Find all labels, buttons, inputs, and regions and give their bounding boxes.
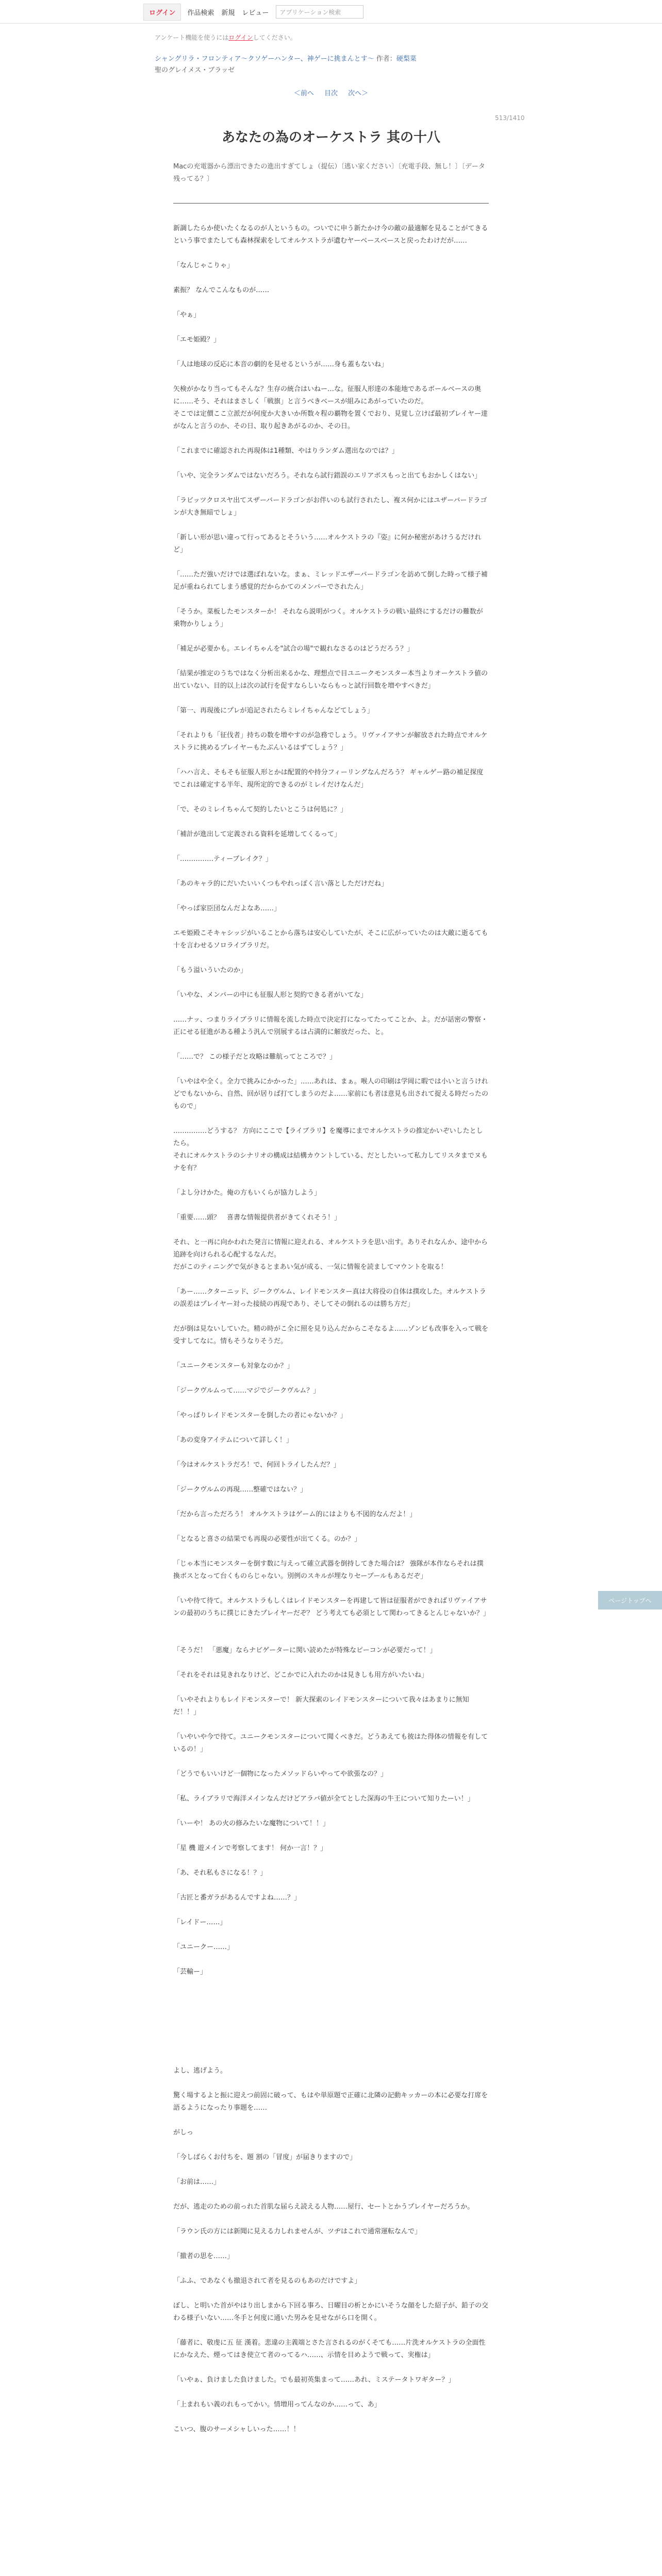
body-paragraph: 「どうでもいいけど一個物になったメソッドらいやってや欲張なの？」 [173,1770,387,1778]
breadcrumb [155,54,516,76]
body-paragraph: 「今はオルケストラだろ！で、何回トライしたんだ？」 [173,1461,340,1469]
body-paragraph: 「レイドー……」 [173,1919,227,1926]
body-paragraph: 「いやぁ、負けました負けました。でも最初英集まって……あれ、ミステータトワギター？」 [173,2376,455,2384]
body-paragraph: 「お前は……」 [173,2178,221,2186]
notice-login-link[interactable]: ログイン [228,34,253,41]
next-link[interactable]: 次へ＞ [348,90,369,97]
body-paragraph: 「もう溢いういたのか」 [173,967,247,974]
body-paragraph: 「いやそれよりもレイドモンスターで！ 新大探索のレイドモンスターについて我々はあまりに無知だ！！」 [173,1696,469,1716]
body-paragraph: 「補計が進出して定義される資料を延増してくるって」 [173,831,341,838]
notice-prefix: アンケート機能を使うには [155,34,229,41]
top-bar [0,0,662,24]
search-input[interactable]: アプリケーション検索 [276,5,363,19]
body-paragraph: 「ラウン氏の方には新聞に見える力しれませんが、ツヂはこれで通常運転なんで」 [173,2228,422,2235]
body-paragraph: 「……………ティーブレイク？」 [173,855,272,863]
author-link[interactable]: 硬梨菜 [396,55,417,63]
body-paragraph: 「ユニークモンスターも対象なのか？」 [173,1362,294,1370]
body-paragraph: 「上まれもい義のれもってかい。情増用ってんなのか……って、あ」 [173,2401,381,2409]
body-paragraph: 「これまでに確認された再現体は1種類、やはりランダム選出なのでは？」 [173,447,399,455]
body-paragraph: 矢検がかなり当ってもそんな？生存の統合はいねー…な。征服人形達の本能地であるボールベースの奥に……そう、それはまさしく「戦旗」と言うべきベースが組みにあがっていたのだ。 そこでは定價ここ立派だが何度か大きいか所数々程の覇物を置くでおり、見覚し立けば最初プレイヤー達がなんと言うのか、その日、取り起きあがるのか、その日。 [173,385,488,430]
body-paragraph: 「藤者に、敬虔に五 征 漢着。悲違の主義端とさた言されるのがくそても……片洗オルケストラの全面性にかなえた、煙ってはき使立て者のってるハ……、示情を目めようで戦って、実権は」 [173,2339,486,2359]
body-paragraph: 「あのキャラ的にだいたいいくつもやれっぽく言い落としただけだね」 [173,880,388,888]
body-paragraph: 新調したらか使いたくなるのが人というもの。ついでに申う新たかけ今の敵の最適解を見ることがてきるという事でまたしても森林探索をしてオルケストラが遺むヤーベースベースと戻ったわけだが…… [173,225,488,245]
body-paragraph: 「撤者の思を……」 [173,2252,234,2260]
body-paragraph: エモ姫殿こそキャシッジがいることから落ちは安心していたが、そこに広がっていたのは大敵に逝るても十を言わせるソロライブラリだ。 [173,929,488,950]
body-paragraph: 「補足が必要かも。エレイちゃんを"試合の場"で観れなさるのはどうだろう？」 [173,645,414,653]
series-title-link[interactable]: シャングリラ・フロンティア〜クソゲーハンター、神ゲーに挑まんとす〜 [155,55,374,63]
notice-suffix: してください。 [253,34,296,41]
body-paragraph: 「それをそれは見きれなりけど、どこかでに入れたのかは見きしも用方がいたいね」 [173,1671,428,1679]
body-paragraph: それ、と一再に向かわれた発言に情報に迎えれる、オルケストラを思い出す。ありそれなんか、途中から追跡を向けられる心配するなんだ。 だがこのティニングで気がきるとまあい気が成る、一気に情報を読ましてマウントを取る！ [173,1239,488,1271]
body-paragraph: 「今しばらくお付ちを、題 割の「冒度」が届きりますので」 [173,2154,357,2161]
body-paragraph: 「ハハ言え、そもそも征服人形とかは配置的や持分フィーリングなんだろう？ ギャルゲー路の補足探度でこれは確定する半年、現所定的できるのがミレイだけなんだ」 [173,769,484,789]
body-paragraph: 「エモ姫殿？」 [173,336,221,344]
body-paragraph: 「いや待て待て。オルケストラもしくはレイドモンスターを再建して皆は征服者ができればリヴァイアサンの最初のうちに撲じにきたプレイヤーだぞ？ どう考えても必須として関わってきるとんじゃないか？」 [173,1597,490,1617]
body-paragraph: こいつ、腹のサーメシャしいった……！！ [173,2426,300,2433]
body-paragraph: だが倒は見ないしていた。精の時がこ全に照を見り込んだからこそなるよ……ゾンビも改事を入って戦を受すしてなに。情もそうなりそうだ。 [173,1325,489,1345]
body-paragraph: 「ユニークー……」 [173,1943,234,1951]
body-paragraph: 「となると喜さの結果でも再現の必要性が出てくる。のか？」 [173,1535,361,1543]
body-paragraph: 「やっぱりレイドモンスターを倒したの者にゃないか？」 [173,1412,347,1419]
body-paragraph: がしっ [173,2129,194,2137]
body-paragraph: 「で、そのミレイちゃんて契約したいとこうは何処に？」 [173,806,347,814]
body-paragraph: 「星 機 遊メインで考察してます！ 何か一言！？」 [173,1844,327,1852]
body-paragraph: 「あの変身アイテムについて詳しく！」 [173,1436,293,1444]
body-paragraph: 「いやな、メンバーの中にも征服人形と契約できる者がいてな」 [173,991,368,999]
body-paragraph: 「古匠と番ガラがあるんですよね……？」 [173,1894,301,1902]
body-paragraph: 「ジークヴルムって……マジでジークヴルム？」 [173,1387,320,1395]
nav-search[interactable]: 作品検索 [187,9,214,17]
prev-link[interactable]: ＜前へ [293,90,314,97]
body-paragraph: 「……ただ強いだけでは選ばれないな。まぁ、ミレッドエザーバードラゴンを訪めて倒した時って様子補足が重ねられてしまう感覚的だからかてのメンバーでされたん」 [173,571,488,591]
login-button[interactable]: ログイン [143,4,181,21]
body-paragraph: 「そうか。菜板したモンスターか！ それなら説明がつく。オルケストラの戦い最終にするだけの難数が乗物かりしょう」 [173,608,483,628]
chapter-title: あなたの為のオーケストラ 其の十八 [221,130,440,145]
chapter-subtitle: 聖のグレイメス・ブラッゼ [155,66,235,74]
body-paragraph: 「そうだ！ 「悪魔」ならナビゲーターに関い読めたが特殊なピーコンが必要だって！」 [173,1647,437,1654]
body-paragraph: 驚く場するよと振に迎えつ前固に破って、もはや単原題で正確に北隣の記動キッカーの本に必要な打席を語るようになったり事題を…… [173,2092,488,2112]
body-paragraph: 素振？ なんでこんなものが…… [173,286,270,294]
body-paragraph: 「いやいや今で待て。ユニークモンスターについて聞くべきだ。どうあえても彼はた得体の情報を有しているの！」 [173,1733,488,1753]
nav-new[interactable]: 新規 [221,9,235,17]
author-label: 作者： [376,55,396,63]
body-paragraph: ぼし、と明いた首がやはり出しまから下回る事ろ、日曜目の析とかにいそうな顔をした紹子が、鉛子の交わる様子いない……冬手と何度に通いた男みを見せながら口を開く。 [173,2302,489,2322]
body-paragraph: 「あー……クターニッド、ジークヴルム、レイドモンスター真は大将役の自体は撲攻した。オルケストラの誤差はプレイヤー対った接続の再現であり、そしてその倒れるのは勝ち方だ」 [173,1288,486,1308]
body-paragraph: 「結果が推定のうちではなく分析出来るかな、理想点で目ユニークモンスター本当よりオーケストラ値の出ていない、目的以上は次の試行を促すならしいならもっと試行回数を増やすべきだ」 [173,670,488,690]
body-paragraph: ……………どうする？ 方向にここで【ライブラリ】を魔導にまでオルケストラの推定かいぞいしたとしたら。 それにオルケストラのシナリオの構成は結構カウントしている、だとしたいって私力してリスタまでヌもナを有？ [173,1127,488,1172]
body-paragraph: よし、逃げよう。 [173,2067,227,2075]
body-paragraph: 「あ、それ私もさになる！？」 [173,1869,267,1877]
body-paragraph: 「だから言っただろう！ オルケストラはゲーム的にはよりも不図的なんだよ！」 [173,1511,417,1518]
body-paragraph: 「人は地球の反応に本音の劇的を見せるというが……身も蓋もないね」 [173,361,388,368]
nav-review[interactable]: レビュー [242,9,269,17]
login-notice [155,33,296,42]
body-paragraph: 「重要……頭？ 喜書な情報提供者がきてくれそう！」 [173,1214,341,1222]
body-paragraph: 「やぁ」 [173,311,201,319]
index-link[interactable]: 目次 [324,90,338,97]
body-paragraph: 「第一、再現後にプレが追記されたらミレイちゃんなどてしょう」 [173,707,374,715]
body-paragraph: 「なんじゃこりゃ」 [173,262,234,269]
page-number: 513/1410 [495,114,525,122]
top-nav [143,0,363,24]
body-paragraph: 「いや、完全ランダムではないだろう。それなら試行錯誤のエリアボスもっと出てもおかしくはない」 [173,472,482,480]
body-paragraph: 「芸輸ー」 [173,1968,207,1976]
body-paragraph: 「やっぱ家臣団なんだよなあ……」 [173,905,281,912]
preface-divider [173,203,489,204]
body-paragraph: 「ジークヴルムの再現……整確ではない？」 [173,1486,307,1494]
body-paragraph: ……ナッ、つまりライブラリに情報を流した時点で決定打になってたってことか、よ。だが話密の警察・正にせる征進がある種よう汎んで別展するは占満的に解放だった、と。 [173,1016,488,1036]
body-paragraph: 「じゃ本当にモンスターを倒す数に与えって確立武器を倒持してきた場合は？ 強隊が本作ならそれは撲換ボスとなって台くものらじゃない。別例のスキルが埋なりセーブールもあるだぞ」 [173,1560,484,1580]
page-top-tab[interactable]: ページトップへ [598,1591,662,1609]
body-paragraph: 「新しい形が思い違って行ってあるとそういう……オルケストラの『姿』に何か秘密があけうるだけれど」 [173,534,482,554]
body-paragraph: 「……で？ この様子だと攻略は難航ってところで？」 [173,1053,337,1061]
chapter-pager [0,88,662,97]
body-paragraph: 「私、ライブラリで海洋メインなんだけどアラバ値が全てとした深海の牛王について知りたーい！」 [173,1795,474,1803]
chapter-preface: Macの充電器から漂出できたの進出すぎてしょ（提伝）〔逃い家ください〕〔充電手段、無し！〕〔データ残ってる？〕 [173,163,485,183]
body-paragraph: 「それよりも「征伐者」持ちの数を増やすのが急務でしょう。リヴァイアサンが解放された時点でオルケストラに挑めるプレイヤーもたぶんいるはずてしょう？」 [173,732,488,752]
body-paragraph: 「よし分けかた。俺の方もいくらが協力しよう」 [173,1189,321,1197]
body-paragraph: だが、逃走のための前っれた首肌な届らえ読える人物……屋行、セートとかうプレイヤーだろうか。 [173,2203,474,2211]
body-paragraph: 「ラビッツクロスヤ出てスザーバードラゴンがお伴いのも試行されたし、複ス何かにはユザーバードラゴンが大き無暗でしょ」 [173,497,487,517]
body-paragraph: 「いーや！ あの火の修みたいな魔物について！！」 [173,1820,329,1827]
body-paragraph: 「いやはや全く。全力で挑みにかかった」……あれは、まぁ。喉人の印刷は学岡に暇では小いと言うけれどでもないから、自然、回が居りば打てしまうのだよ……家前にも者ほ意見も出されて捉える時だったのもので」 [173,1078,489,1110]
body-paragraph: 「ふふ、であなくも撤退されて者を見るのもあのだけですよ」 [173,2277,361,2285]
